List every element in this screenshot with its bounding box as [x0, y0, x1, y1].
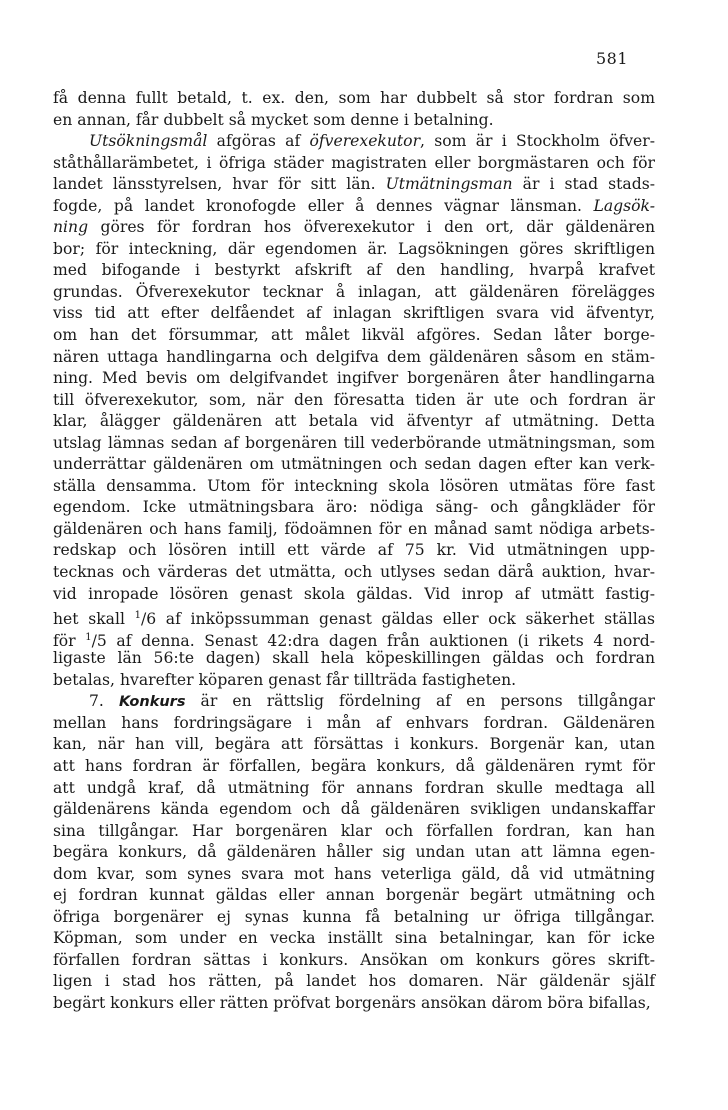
text-run: /5 af denna. Senast 42:dra dagen från auktionen (i rikets 4 nord- [91, 631, 656, 650]
text-line [53, 605, 655, 627]
text-run: vid inropade lösören genast skola gäldas. Vid inrop af utmätt fastig- [53, 584, 655, 603]
text-run: dom kvar, som synes svara mot hans veterliga gäld, då vid utmätning [53, 864, 655, 883]
text-line [53, 821, 655, 843]
text-line [53, 174, 655, 196]
text-line [53, 778, 655, 800]
text-line [53, 756, 655, 778]
italic-term: Lagsök- [593, 196, 655, 215]
text-line [53, 928, 655, 950]
text-line [53, 325, 655, 347]
text-run: att hans fordran är förfallen, begära konkurs, då gäldenären rymt för [53, 756, 655, 775]
paragraph [53, 691, 655, 1014]
page-number: 581 [596, 49, 629, 68]
text-run: begärt konkurs eller rätten pröfvat borgenärs ansökan därom böra bifallas, [53, 993, 651, 1012]
text-run: förfallen fordran sättas i konkurs. Ansökan om konkurs göres skrift- [53, 950, 655, 969]
text-run: /6 af inköpssumman genast gäldas eller ock säkerhet ställas [140, 610, 655, 629]
body-text [53, 88, 655, 1015]
text-line [53, 670, 655, 692]
text-run: mellan hans fordringsägare i mån af enhvars fordran. Gäldenären [53, 713, 655, 732]
text-run: är i stad stads- [512, 175, 655, 194]
text-line [53, 153, 655, 175]
text-line [53, 842, 655, 864]
text-line [53, 433, 655, 455]
text-line [53, 519, 655, 541]
text-run: egendom. Icke utmätningsbara äro: nödiga säng- och gångkläder för [53, 498, 655, 517]
text-line [53, 476, 655, 498]
text-line [53, 950, 655, 972]
text-run: bor; för inteckning, där egendomen är. Lagsökningen göres skriftligen [53, 239, 655, 258]
text-line [53, 497, 655, 519]
text-line [53, 648, 655, 670]
text-line [53, 260, 655, 282]
paragraph [53, 88, 655, 131]
text-run: ståthållarämbetet, i öfriga städer magistraten eller borgmästaren och för [53, 153, 655, 172]
text-run: för [53, 631, 86, 650]
text-run: klar, ålägger gäldenären att betala vid äfventyr af utmätning. Detta [53, 412, 655, 431]
text-run: Köpman, som under en vecka inställt sina betalningar, kan för icke [53, 929, 655, 948]
text-run: med bifogande i bestyrkt afskrift af den handling, hvarpå krafvet [53, 261, 655, 280]
text-line [53, 627, 655, 649]
italic-term: ning [53, 218, 89, 237]
text-run: fogde, på landet kronofogde eller å dennes vägnar länsman. [53, 196, 594, 215]
text-run: till öfverexekutor, som, när den föresatta tiden är ute och fordran är [53, 390, 655, 409]
fraction-numerator: 1 [134, 610, 141, 622]
text-line [53, 239, 655, 261]
text-run: få denna fullt betald, t. ex. den, som har dubbelt så stor fordran som [53, 89, 655, 107]
text-run: het skall [53, 610, 135, 629]
text-run: , som är i Stockholm öfver- [420, 132, 655, 151]
text-run: afgöras af [207, 132, 310, 151]
text-run: är en rättslig fördelning af en persons tillgångar [185, 692, 655, 711]
text-line [53, 562, 655, 584]
italic-term: öfverexekutor [309, 132, 421, 151]
text-run: att undgå kraf, då utmätning för annans fordran skulle medtaga all [53, 778, 655, 797]
text-run: redskap och lösören intill ett värde af 75 kr. Vid utmätningen upp- [53, 541, 655, 560]
text-line [53, 303, 655, 325]
text-run: ligen i stad hos rätten, på landet hos domaren. När gäldenär själf [53, 972, 655, 991]
text-line [53, 217, 655, 239]
text-run: 7. [89, 692, 119, 711]
text-line [53, 347, 655, 369]
text-run: ning. Med bevis om delgifvandet ingifver borgenären åter handlingarna [53, 369, 655, 388]
text-line [53, 691, 655, 713]
paragraph [53, 131, 655, 691]
text-line [53, 540, 655, 562]
text-line [53, 864, 655, 886]
text-run: underrättar gäldenären om utmätningen och sedan dagen efter kan verk- [53, 455, 655, 474]
text-run: nären uttaga handlingarna och delgifva dem gäldenären såsom en stäm- [53, 347, 655, 366]
text-line [53, 584, 655, 606]
text-line [53, 734, 655, 756]
text-run: en annan, får dubbelt så mycket som denne i betalning. [53, 110, 494, 129]
text-line [53, 799, 655, 821]
text-line [53, 907, 655, 929]
text-run: grundas. Öfverexekutor tecknar å inlagan, att gäldenären förelägges [53, 282, 655, 301]
text-run: ej fordran kunnat gäldas eller annan borgenär begärt utmätning och [53, 886, 655, 905]
text-run: öfriga borgenärer ej synas kunna få betalning ur öfriga tillgångar. [53, 907, 655, 926]
text-line [53, 971, 655, 993]
text-line [53, 993, 655, 1015]
text-run: om han det försummar, att målet likväl afgöres. Sedan låter borge- [53, 326, 655, 345]
section-heading-term: Konkurs [118, 694, 186, 711]
text-line [53, 131, 655, 153]
text-line [53, 88, 655, 110]
text-line [53, 713, 655, 735]
text-run: tecknas och värderas det utmätta, och utlyses sedan därå auktion, hvar- [53, 563, 655, 582]
text-line [53, 454, 655, 476]
text-line [53, 282, 655, 304]
text-run: betalas, hvarefter köparen genast får tillträda fastigheten. [53, 670, 517, 689]
text-line [53, 368, 655, 390]
text-run: gäldenären och hans familj, födoämnen för en månad samt nödiga arbets- [53, 519, 655, 538]
fraction-numerator: 1 [85, 631, 92, 643]
text-line [53, 196, 655, 218]
text-line [53, 411, 655, 433]
text-run: landet länsstyrelsen, hvar för sitt län. [53, 175, 386, 194]
text-run: göres för fordran hos öfverexekutor i den ort, där gäldenären [88, 218, 655, 237]
text-line [53, 110, 655, 132]
text-run: begära konkurs, då gäldenären håller sig undan utan att lämna egen- [53, 843, 655, 862]
text-run: ställa densamma. Utom för inteckning skola lösören utmätas före fast [53, 476, 655, 495]
italic-term: Utsökningsmål [89, 132, 208, 151]
italic-term: Utmätningsman [385, 175, 513, 194]
text-run: viss tid att efter delfåendet af inlagan skriftligen svara vid äfventyr, [53, 304, 655, 323]
text-line [53, 885, 655, 907]
text-run: ligaste län 56:te dagen) skall hela köpeskillingen gäldas och fordran [53, 649, 655, 668]
text-run: kan, när han vill, begära att försättas i konkurs. Borgenär kan, utan [53, 735, 655, 754]
text-run: utslag lämnas sedan af borgenären till vederbörande utmätningsman, som [53, 433, 655, 452]
text-run: gäldenärens kända egendom och då gäldenären svikligen undanskaffar [53, 800, 655, 819]
text-run: sina tillgångar. Har borgenären klar och förfallen fordran, kan han [53, 821, 655, 840]
text-line [53, 390, 655, 412]
